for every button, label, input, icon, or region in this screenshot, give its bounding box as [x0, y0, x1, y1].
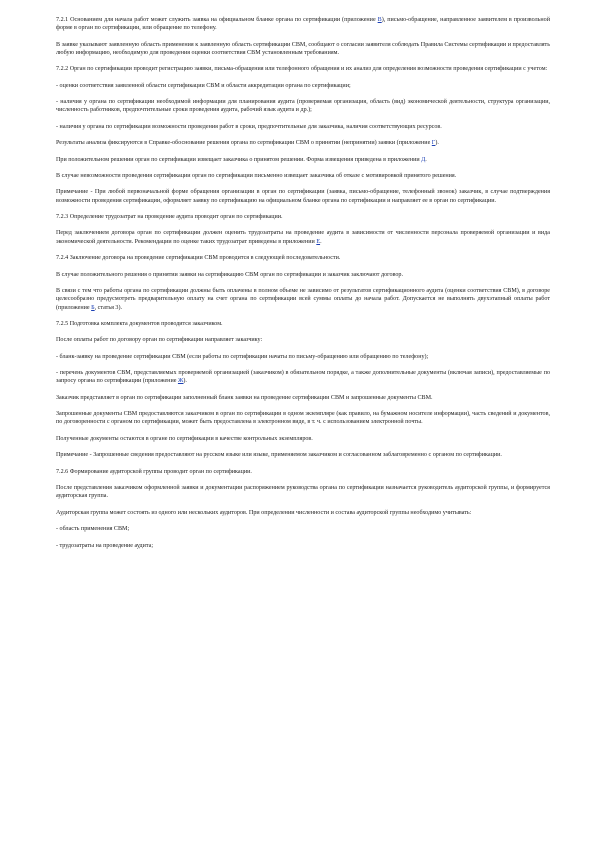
paragraph [56, 336, 550, 344]
paragraph-text: - оценки соответствия заявленной области сертификации СВМ и области аккредитации органа по сертификации; [56, 82, 351, 89]
paragraph-text: Запрошенные документы СВМ предоставляются заказчиком в орган по сертификации в одном экземпляре (как правило, на бумажном носителе информации), часть сведений и документов, по договоренности с органом по сертификации, может быть предоставлена в электронном виде, в т. ч. с использованием электронной почты. [56, 411, 550, 426]
paragraph [56, 435, 550, 443]
paragraph [56, 525, 550, 533]
paragraph-text: В заявке указывают заявленную область применения к заявленную область сертификации СВМ, сообщают о согласии заявителя соблюдать Правила Системы сертификации и предоставлять любую информацию, необходимую для проведения оценки соответствия СВМ установленным требованиям. [56, 41, 550, 56]
paragraph [56, 320, 550, 328]
paragraph [56, 271, 550, 279]
paragraph [56, 484, 550, 501]
appendix-link[interactable]: Б [91, 304, 95, 311]
paragraph-text: Аудиторская группа может состоять из одного или нескольких аудиторов. При определении численности и состава аудиторской группы необходимо учитывать: [56, 509, 472, 516]
paragraph [56, 229, 550, 246]
appendix-link[interactable]: Е [316, 238, 321, 245]
paragraph [56, 509, 550, 517]
paragraph [56, 451, 550, 459]
paragraph-text: ). [183, 378, 187, 385]
paragraph-text: 7.2.6 Формирование аудиторской группы проводит орган по сертификации. [56, 468, 252, 475]
paragraph [56, 41, 550, 58]
paragraph [56, 188, 550, 205]
paragraph [56, 468, 550, 476]
paragraph-text: . [425, 156, 427, 163]
paragraph-text: При положительном решении орган по сертификации извещает заказчика о принятом решении. Форма извещения приведена в приложении [56, 156, 422, 163]
paragraph-text: - наличия у органа по сертификации возможности проведения работ в сроки, предпочтительные для заказчика, наличия соответствующих ресурсов. [56, 123, 442, 130]
paragraph-text: - трудозатраты на проведение аудита; [56, 542, 154, 549]
paragraph [56, 542, 550, 550]
paragraph-text: - бланк-заявку на проведение сертификации СВМ (если работы по сертификации начаты по письму-обращению или обращению по телефону); [56, 353, 429, 360]
paragraph-text: Примечание - При любой первоначальной форме обращения организации в орган по сертификации (заявка, письмо-обращение, телефонный звонок) заказчик, в случае подтверждения возможности проведения сертификации, оформляет заявку по сертификацию на официальном бланке органа по сертификации и направляет ее в орган по сертификации. [56, 189, 550, 204]
paragraph-text: В случае невозможности проведения сертификации орган по сертификации письменно извещает заказчика об отказе с мотивировкой принятого решения. [56, 173, 457, 180]
paragraph [56, 16, 550, 33]
paragraph [56, 98, 550, 115]
paragraph [56, 353, 550, 361]
paragraph [56, 156, 550, 164]
appendix-link[interactable]: Г [431, 140, 436, 147]
paragraph [56, 82, 550, 90]
paragraph-text: Примечание - Запрошенные сведения предоставляют на русском языке или языке, применяемом заказчиком и согласованном заблаговременно с органом по сертификации. [56, 452, 502, 459]
paragraph [56, 65, 550, 73]
paragraph [56, 394, 550, 402]
paragraph-text: В случае положительного решения о принятии заявки на сертификацию СВМ орган по сертификации и заказчик заключают договор. [56, 271, 403, 278]
paragraph [56, 254, 550, 262]
paragraph-text: 7.2.1 Основанием для начала работ может служить заявка на официальном бланке органа по сертификации (приложение [56, 17, 378, 23]
paragraph-text: Заказчик представляет в орган по сертификации заполненный бланк заявки на проведение сертификации СВМ и запрошенные документы СВМ. [56, 394, 433, 401]
paragraph-text: После оплаты работ по договору орган по сертификации направляет заказчику: [56, 337, 263, 344]
appendix-link[interactable]: В [377, 17, 382, 23]
paragraph [56, 123, 550, 131]
paragraph [56, 139, 550, 147]
paragraph-text: - перечень документов СВМ, представляемых проверяемой организацией (заказчиком) в обязательном порядке, а также дополнительные документы (включая записи), предоставляемые по запросу органа по сертификации (приложение [56, 370, 550, 385]
paragraph-text: 7.2.4 Заключение договора на проведение сертификации СВМ проводится в следующей последовательности. [56, 255, 341, 262]
paragraph-text: ), письмо-обращение, направленное заявителем в произвольной форме в орган по сертификации, или обращение по телефону. [56, 17, 550, 32]
paragraph [56, 369, 550, 386]
appendix-link[interactable]: Д [421, 156, 426, 163]
paragraph-text: - наличия у органа по сертификации необходимой информации для планирования аудита (проверяемая организация, область (вид) экономической деятельности, структура организации, численность работников, предпочтительные сроки проведения аудита, рабочий язык аудита и др.); [56, 99, 550, 114]
paragraph-text: Полученные документы остаются в органе по сертификации в качестве контрольных экземпляров. [56, 435, 313, 442]
paragraph-text: - область применения СВМ; [56, 526, 130, 533]
appendix-link[interactable]: Ж [177, 378, 184, 385]
paragraph-text: В связи с тем что работы органа по сертификации должны быть оплачены в полном объеме не зависимо от результатов сертификационного аудита (оценки соответствия СВМ), в договоре целесообразно предусмотреть предварительную оплату на счет органа по сертификации всей суммы оплаты до начала работ. Допускается не выполнять двухэтапный оплаты работ (приложение [56, 287, 550, 311]
paragraph-text: Перед заключением договора орган по сертификации должен оценить трудозатраты на проведение аудита в зависимости от численности персонала проверяемой организации и вида экономической деятельности. Рекомендации по оценке таких трудозатрат приведены в приложении [56, 230, 550, 245]
paragraph-text: 7.2.5 Подготовка комплекта документов проводится заказчиком. [56, 320, 223, 327]
paragraph-text: , статья 3). [94, 304, 123, 311]
paragraph [56, 410, 550, 427]
paragraph-text: 7.2.3 Определение трудозатрат на проведение аудита проводит орган по сертификации. [56, 214, 283, 221]
paragraph [56, 287, 550, 312]
paragraph-text: 7.2.2 Орган по сертификации проводит регистрацию заявки, письма-обращения или телефонного обращения и их анализ для определения возможности проведения сертификации с учетом: [56, 66, 548, 73]
paragraph-text: Результаты анализа фиксируются в Справке-обоснование решения органа по сертификации СВМ о принятии (непринятии) заявки (приложение [56, 140, 432, 147]
paragraph-text: . [320, 238, 322, 245]
paragraph [56, 172, 550, 180]
paragraph [56, 213, 550, 221]
paragraph-text: ). [435, 140, 439, 147]
paragraph-text: После представления заказчиком оформленной заявки и документации распоряжением руководства органа по сертификации назначается руководитель аудиторской группы, и формируется аудиторская группа. [56, 485, 550, 500]
